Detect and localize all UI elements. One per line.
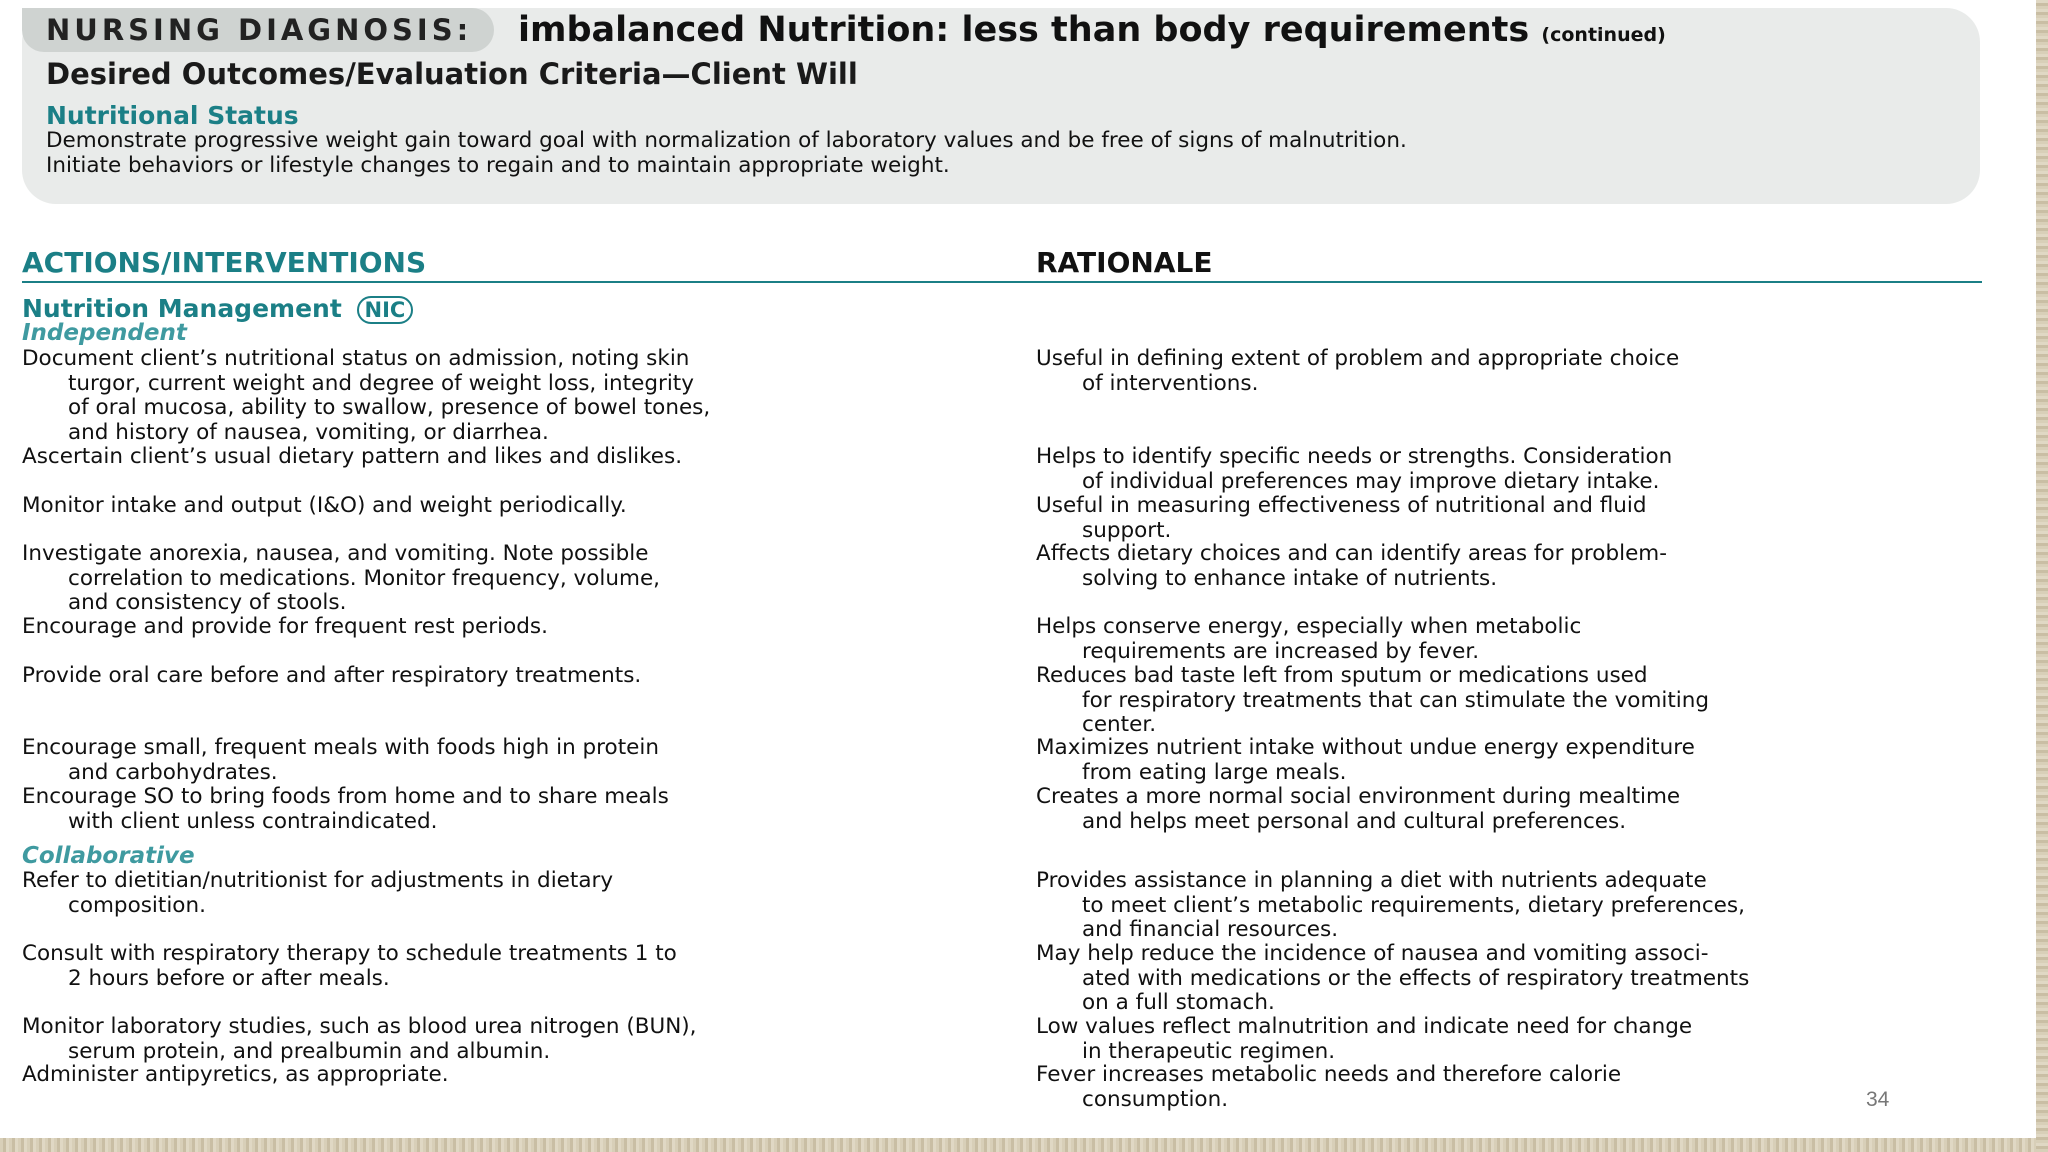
action-line: composition.	[68, 892, 206, 918]
rationale-line: Creates a more normal social environment during mealtime	[1036, 784, 1681, 809]
rationale-line: Provides assistance in planning a diet with nutrients adequate	[1036, 868, 1707, 893]
action-line: Encourage SO to bring foods from home and to share meals	[22, 784, 669, 809]
action-line: Consult with respiratory therapy to schedule treatments 1 to	[22, 941, 677, 966]
action-line: Ascertain client’s usual dietary pattern and likes and dislikes.	[22, 444, 683, 469]
outcomes-title: Desired Outcomes/Evaluation Criteria—Client Will	[46, 57, 858, 91]
rationale-line: of individual preferences may improve dietary intake.	[1082, 468, 1660, 494]
action-item	[22, 736, 659, 785]
rationale-line: Helps to identify specific needs or strengths. Consideration	[1036, 444, 1673, 469]
rationale-line: Maximizes nutrient intake without undue energy expenditure	[1036, 735, 1695, 760]
rationale-line: for respiratory treatments that can stimulate the vomiting	[1082, 687, 1710, 713]
action-item	[22, 1063, 449, 1088]
action-line: Document client’s nutritional status on admission, noting skin	[22, 346, 690, 371]
action-item	[22, 664, 641, 689]
rationale-item	[1036, 1015, 1692, 1064]
action-line: Encourage small, frequent meals with foods high in protein	[22, 735, 659, 760]
rationale-line: solving to enhance intake of nutrients.	[1082, 565, 1498, 591]
action-line: with client unless contraindicated.	[68, 808, 438, 834]
action-item	[22, 542, 660, 616]
independent-subheading: Independent	[22, 320, 187, 346]
diagnosis-title	[518, 10, 1666, 55]
rationale-item	[1036, 942, 1749, 1016]
action-line: Administer antipyretics, as appropriate.	[22, 1062, 449, 1087]
rationale-item	[1036, 869, 1745, 943]
rationale-line: Low values reflect malnutrition and indicate need for change	[1036, 1014, 1693, 1039]
rationale-item	[1036, 785, 1680, 834]
action-item	[22, 445, 682, 470]
rationale-item	[1036, 494, 1647, 543]
rationale-line: center.	[1082, 712, 1157, 737]
actions-column-heading: ACTIONS/INTERVENTIONS	[22, 246, 427, 279]
diagnosis-title-text: imbalanced Nutrition: less than body requirements	[518, 10, 1530, 50]
rationale-line: and financial resources.	[1082, 917, 1339, 942]
rationale-line: Helps conserve energy, especially when metabolic	[1036, 614, 1582, 639]
rationale-column-heading: RATIONALE	[1036, 246, 1213, 279]
rationale-line: ated with medications or the effects of respiratory treatments	[1082, 965, 1750, 991]
nutritional-status-line: Initiate behaviors or lifestyle changes to regain and to maintain appropriate weight.	[46, 153, 950, 178]
rationale-item	[1036, 615, 1581, 664]
rationale-line: Affects dietary choices and can identify areas for problem-	[1036, 541, 1668, 566]
action-line: Monitor laboratory studies, such as blood urea nitrogen (BUN),	[22, 1014, 697, 1039]
action-item	[22, 942, 677, 991]
action-line: Monitor intake and output (I&O) and weight periodically.	[22, 493, 627, 518]
action-line: turgor, current weight and degree of weight loss, integrity	[68, 370, 694, 396]
rationale-line: and helps meet personal and cultural preferences.	[1082, 808, 1627, 834]
action-item	[22, 347, 710, 445]
nursing-diagnosis-badge: NURSING DIAGNOSIS:	[22, 8, 494, 52]
heading-divider	[22, 281, 1982, 283]
slide-frame-bottom	[0, 1138, 2048, 1152]
rationale-line: Useful in measuring effectiveness of nutritional and fluid	[1036, 493, 1647, 518]
action-line: 2 hours before or after meals.	[68, 965, 390, 991]
rationale-line: support.	[1082, 517, 1172, 543]
rationale-item	[1036, 664, 1709, 738]
rationale-line: Reduces bad taste left from sputum or medications used	[1036, 663, 1648, 688]
action-line: of oral mucosa, ability to swallow, presence of bowel tones,	[68, 395, 711, 420]
action-item	[22, 1015, 697, 1064]
rationale-line: Useful in defining extent of problem and appropriate choice	[1036, 346, 1680, 371]
collaborative-subheading: Collaborative	[22, 843, 195, 869]
rationale-line: in therapeutic regimen.	[1082, 1038, 1336, 1064]
action-line: and consistency of stools.	[68, 590, 347, 615]
rationale-line: consumption.	[1082, 1086, 1229, 1112]
action-item	[22, 785, 669, 834]
action-item	[22, 869, 613, 918]
slide-frame-right	[2036, 0, 2048, 1152]
rationale-line: of interventions.	[1082, 370, 1259, 396]
action-line: and history of nausea, vomiting, or diarrhea.	[68, 419, 549, 445]
rationale-item	[1036, 736, 1695, 785]
continued-label: (continued)	[1541, 24, 1666, 46]
nutritional-status-heading: Nutritional Status	[46, 101, 299, 130]
action-line: serum protein, and prealbumin and albumin.	[68, 1038, 551, 1064]
nic-badge: NIC	[357, 296, 414, 324]
nutrition-management-title: Nutrition Management	[22, 294, 342, 323]
action-line: Investigate anorexia, nausea, and vomiting. Note possible	[22, 541, 649, 566]
slide-number: 34	[1866, 1088, 1890, 1111]
rationale-item	[1036, 347, 1679, 396]
rationale-line: from eating large meals.	[1082, 759, 1347, 785]
action-line: Refer to dietitian/nutritionist for adjustments in dietary	[22, 868, 614, 893]
rationale-line: to meet client’s metabolic requirements, dietary preferences,	[1082, 892, 1745, 918]
rationale-line: May help reduce the incidence of nausea and vomiting associ-	[1036, 941, 1709, 966]
rationale-line: requirements are increased by fever.	[1082, 638, 1480, 664]
action-line: and carbohydrates.	[68, 759, 278, 785]
rationale-line: Fever increases metabolic needs and therefore calorie	[1036, 1062, 1622, 1087]
action-line: Provide oral care before and after respiratory treatments.	[22, 663, 642, 688]
action-item	[22, 494, 627, 519]
nutritional-status-line: Demonstrate progressive weight gain toward goal with normalization of laboratory values and be free of signs of malnutrition.	[46, 128, 1407, 153]
rationale-item	[1036, 445, 1672, 494]
action-item	[22, 615, 548, 640]
rationale-item	[1036, 542, 1667, 591]
rationale-item	[1036, 1063, 1621, 1112]
rationale-line: on a full stomach.	[1082, 990, 1275, 1015]
action-line: correlation to medications. Monitor frequency, volume,	[68, 565, 661, 591]
action-line: Encourage and provide for frequent rest periods.	[22, 614, 548, 639]
